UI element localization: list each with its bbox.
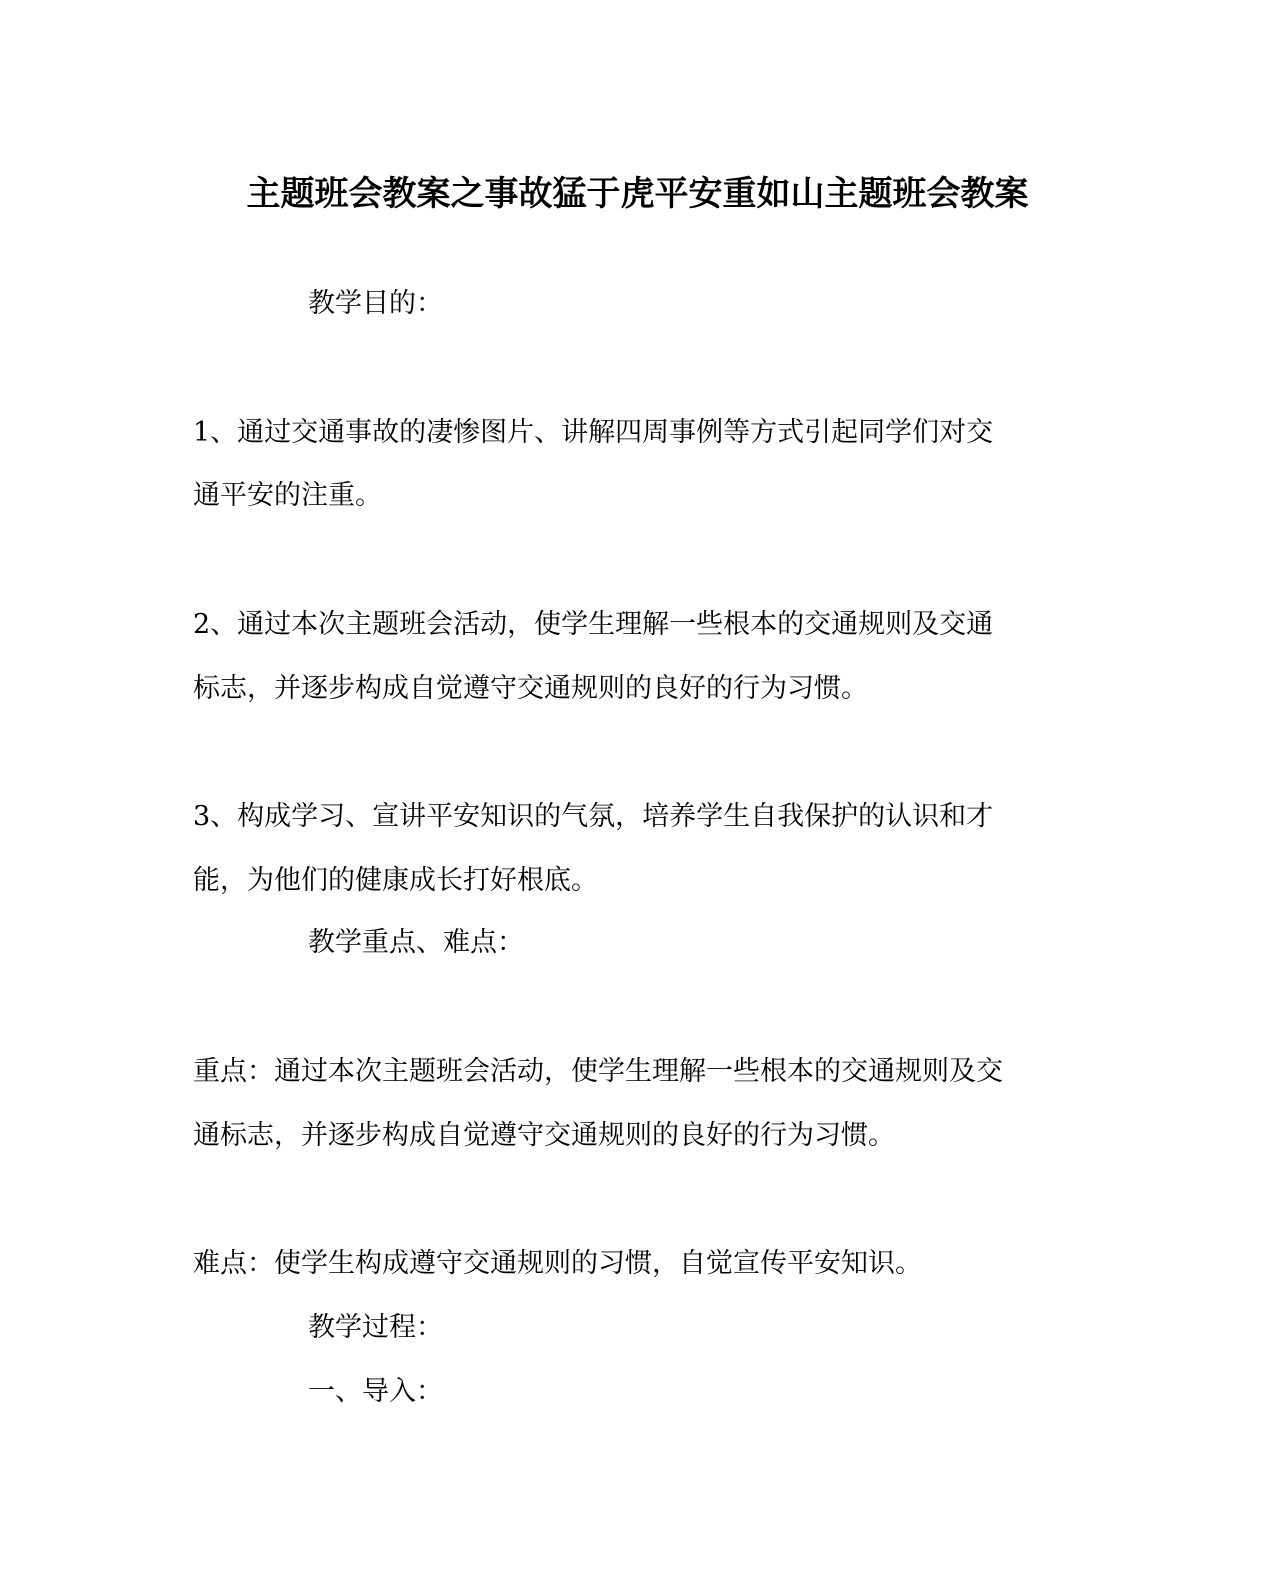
paragraph-line: 3、构成学习、宣讲平安知识的气氛，培养学生自我保护的认识和才 <box>193 801 994 832</box>
section-heading-key-points: 教学重点、难点： <box>308 927 524 958</box>
document-title: 主题班会教案之事故猛于虎平安重如山主题班会教案 <box>246 174 1029 214</box>
paragraph-line: 2、通过本次主题班会活动，使学生理解一些根本的交通规则及交通 <box>193 609 994 640</box>
paragraph-line: 1、通过交通事故的凄惨图片、讲解四周事例等方式引起同学们对交 <box>193 417 994 448</box>
section-heading-introduction: 一、导入： <box>308 1376 443 1407</box>
paragraph-line: 能，为他们的健康成长打好根底。 <box>193 865 598 896</box>
paragraph-line: 标志，并逐步构成自觉遵守交通规则的良好的行为习惯。 <box>193 673 868 704</box>
section-heading-objectives: 教学目的： <box>308 288 443 319</box>
paragraph-line: 难点：使学生构成遵守交通规则的习惯，自觉宣传平安知识。 <box>193 1248 922 1279</box>
section-heading-process: 教学过程： <box>308 1312 443 1343</box>
paragraph-line: 通标志，并逐步构成自觉遵守交通规则的良好的行为习惯。 <box>193 1120 895 1151</box>
paragraph-line: 通平安的注重。 <box>193 480 382 511</box>
paragraph-line: 重点：通过本次主题班会活动，使学生理解一些根本的交通规则及交 <box>193 1056 1003 1087</box>
